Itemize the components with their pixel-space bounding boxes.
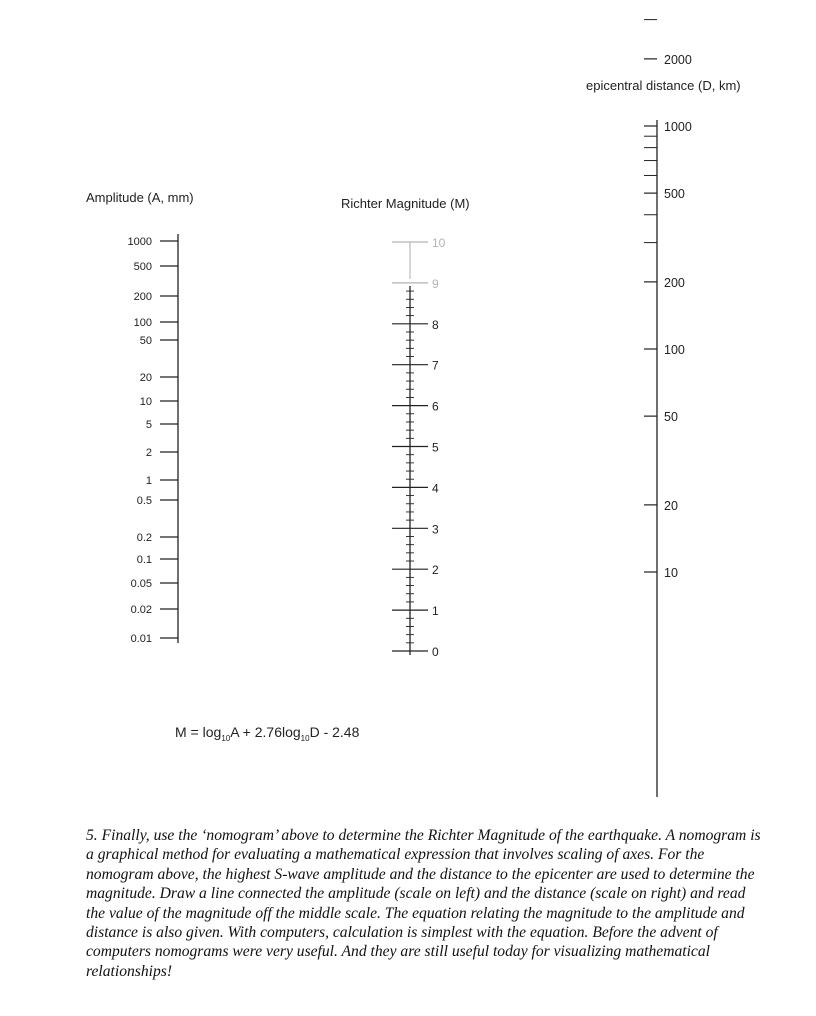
magnitude-tick-label: 5: [432, 440, 439, 455]
magnitude-tick-label: 8: [432, 317, 439, 332]
amplitude-tick-label: 200: [133, 291, 152, 303]
distance-tick-label: 20: [664, 498, 678, 513]
amplitude-scale: [128, 234, 178, 645]
magnitude-tick-label: 2: [432, 563, 439, 578]
magnitude-formula: $M = \log_{10}A + 2.76\log_{10}D - 2.48$: [175, 724, 360, 743]
amplitude-tick-label: 2: [145, 447, 152, 459]
amplitude-tick-label: 5: [145, 419, 152, 431]
amplitude-tick-label: 0.05: [130, 578, 152, 590]
distance-tick-label: 50: [664, 410, 678, 425]
magnitude-tick-label: 0: [432, 645, 439, 659]
distance-axis-title: epicentral distance (D, km): [586, 78, 741, 93]
amplitude-tick-label: 0.2: [136, 532, 152, 544]
magnitude-tick-label: 6: [432, 399, 439, 414]
amplitude-tick-label: 0.5: [136, 495, 152, 507]
distance-tick-label: 10: [664, 566, 678, 580]
amplitude-tick-label: 50: [139, 335, 152, 347]
magnitude-tick-label: 7: [432, 358, 439, 373]
magnitude-scale: [392, 236, 446, 659]
amplitude-tick-label: 0.02: [130, 604, 152, 616]
amplitude-axis-title: Amplitude (A, mm): [86, 190, 194, 205]
amplitude-tick-label: 1: [145, 475, 152, 487]
amplitude-tick-label: 100: [133, 317, 152, 329]
distance-tick-label: 2000: [664, 52, 692, 67]
amplitude-tick-label: 500: [133, 261, 152, 273]
distance-tick-label: 1000: [664, 120, 692, 134]
magnitude-tick-label: 10: [432, 236, 446, 250]
magnitude-tick-label: 4: [432, 481, 439, 496]
amplitude-tick-label: 20: [139, 372, 152, 384]
instructions-paragraph: 5. Finally, use the ‘nomogram’ above to determine the Richter Magnitude of the earthquake. A nomogram is a graphical method for evaluating a mathematical expression that involves scaling of axes. For the nomogram above, the highest S-wave amplitude and the distance to the epicenter are used to determine the magnitude. Draw a line connected the amplitude (scale on left) and the distance (scale on right) and read the value of the magnitude off the middle scale. The equation relating the magnitude to the amplitude and distance is also given. With computers, calculation is simplest with the equation. Before the advent of computers nomograms were very useful. And they are still useful today for visualizing mathematical relationships!: [86, 827, 761, 980]
amplitude-tick-label: 0.1: [136, 554, 152, 566]
distance-tick-label: 100: [664, 343, 685, 357]
magnitude-tick-label: 9: [432, 276, 439, 291]
amplitude-tick-label: 0.01: [130, 633, 152, 645]
amplitude-tick-label: 1000: [127, 236, 152, 248]
distance-tick-label: 200: [664, 275, 685, 290]
magnitude-axis-title: Richter Magnitude (M): [341, 196, 470, 211]
magnitude-tick-label: 3: [432, 522, 439, 537]
amplitude-tick-label: 10: [139, 396, 152, 408]
distance-scale: [644, 0, 702, 797]
magnitude-tick-label: 1: [432, 604, 439, 619]
distance-tick-label: 500: [664, 187, 685, 202]
